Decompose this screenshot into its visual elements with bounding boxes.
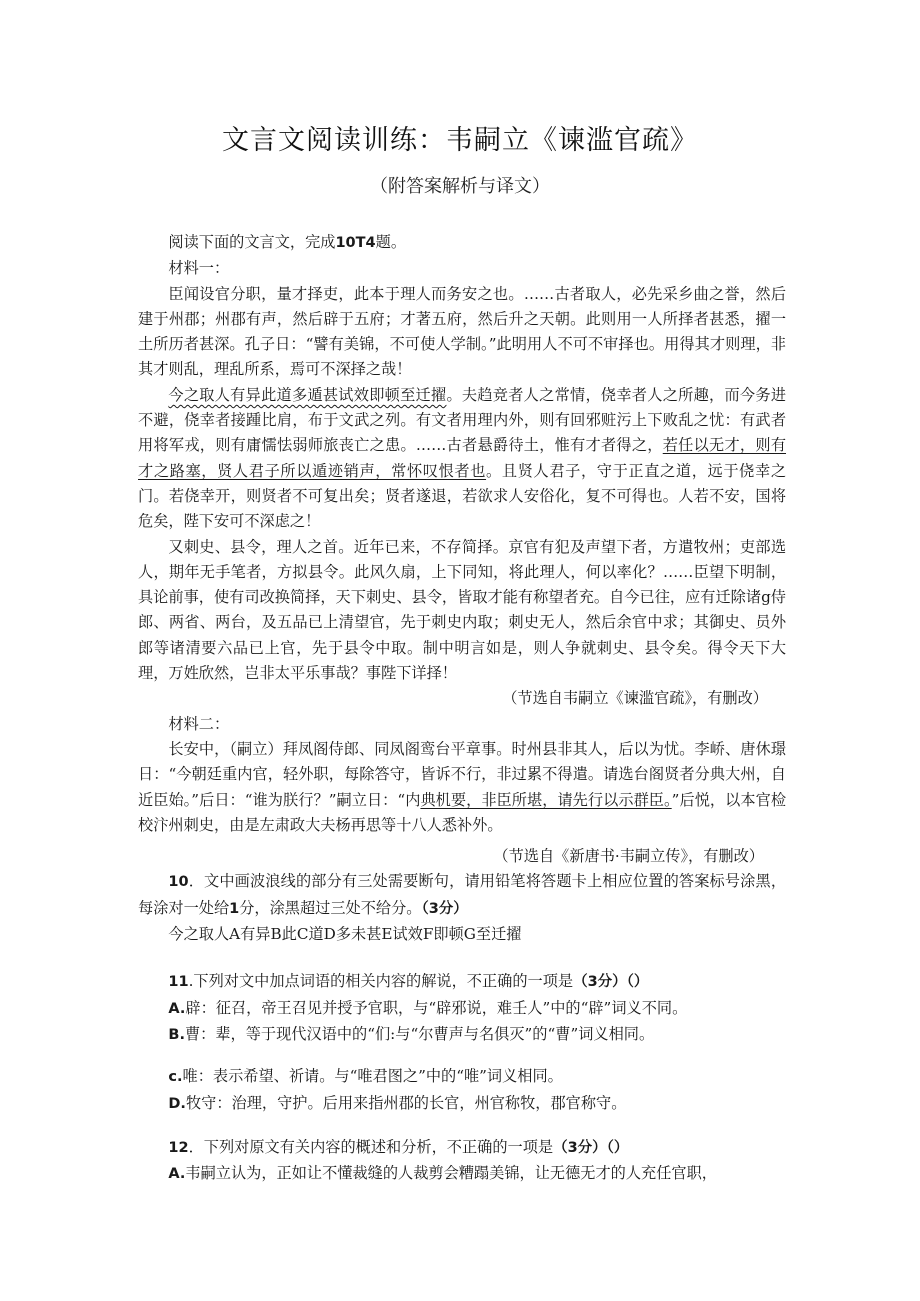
question-10 <box>138 869 786 922</box>
instruction-line <box>138 230 786 256</box>
material2-paragraph <box>138 737 786 838</box>
option-a-text: 辟：征召，帝王召见并授予官职，与“辟邪说，难壬人”中的“辟”词义不同。 <box>185 998 688 1017</box>
material2-underlined-sentence: 典机要，非臣所堪，请先行以示群臣。 <box>420 790 672 809</box>
option-d-label: D. <box>168 1095 186 1112</box>
wavy-underlined-sentence: 今之取人有异此道多遁甚试效即顿至迁擢 <box>168 385 447 404</box>
material2-text-b: ”后悦，以本官检校汴州刺史，由是左肃政大夫杨再思等十八人悉补外。 <box>138 790 787 834</box>
spacer <box>138 947 786 969</box>
material1-paragraph-2-text-a: 。夫趋竞者人之常情，侥幸者人之所趣，而今务进不避，侥幸者接踵比肩，布于文武之列。有文者用理内外，则有回邪赃污上下败乱之忧：有武者用将军戎，则有庸懦怯弱师旅丧亡之患。……古者悬爵待土，惟有才者得之， <box>138 385 787 455</box>
question-11-number: 11 <box>168 974 189 991</box>
question-10-points: 1 <box>229 900 240 917</box>
question-12-score: （3分）（） <box>553 1139 629 1156</box>
material2-source: （节选自《新唐书·韦嗣立传》，有删改） <box>493 847 764 866</box>
question-12-text: ．下列对原文有关内容的概述和分析，不正确的一项是 <box>188 1137 554 1156</box>
option-c-text: 唯：表示希望、祈请。与“唯君图之”中的“唯”词义相同。 <box>182 1067 563 1086</box>
material1-source: （节选自韦嗣立《谏滥官疏》，有删改） <box>502 689 768 708</box>
document-body <box>138 230 786 1187</box>
spacer <box>138 1117 786 1135</box>
spacer <box>138 1048 786 1064</box>
material1-paragraph-3: 又刺史、县令，理人之首。近年已来，不存简择。京官有犯及声望下者，方遣牧州；吏部选人，期年无手笔者，方拟县令。此风久扇，上下同知，将此理人，何以率化？……臣望下明制，具论前事，使有司改换简择，天下刺史、县令，皆取才能有称望者充。自今已往，应有迁除诸g侍郎、两省、两台，及五品已上清望官，先于刺史内取；刺史无人，然后余官中求；其御史、员外郎等诸清要六品已上官，先于县令中取。制中明言如是，则人争就刺史、县令矣。得令天下大理，万姓欣然，岂非太平乐事哉？事陛下详择！ <box>138 537 786 683</box>
question-12 <box>138 1135 786 1161</box>
question-10-number: 10 <box>168 874 189 891</box>
option-d-text: 牧守：治理，守护。后用来指州郡的长官，州官称牧，郡官称守。 <box>185 1093 627 1112</box>
material2-label: 材料二： <box>168 714 230 733</box>
underlined-sentence: 若任以无才，则有才之路塞，贤人君子所以遁迹销声，常怀叹恨者也 <box>138 436 787 480</box>
question-10-text-2: 分，涂黑超过三处不给分。 <box>239 898 422 917</box>
question-12-number: 12 <box>168 1139 189 1156</box>
material1-paragraph-2 <box>138 383 786 535</box>
instruction-text: 阅读下面的文言文，完成 <box>168 233 336 251</box>
question-12-option-a <box>138 1161 786 1187</box>
document-subtitle: （附答案解析与译文） <box>370 176 550 197</box>
option-b-text: 曹：辈，等于现代汉语中的“们:与“尔曹声与名俱灭”的“曹”词义相同。 <box>184 1024 655 1043</box>
question-11-score: （3分）（） <box>573 974 649 991</box>
question-10-options: 今之取人A有异B此C道D多未甚E试效F即顿G至迁擢 <box>168 925 522 944</box>
question-11-option-c <box>138 1064 786 1090</box>
document-title: 文言文阅读训练：韦嗣立《谏滥官疏》 <box>222 125 698 156</box>
material1-paragraph-2-text-b: 。且贤人君子，守于正直之道，远于侥幸之门。若侥幸开，则贤者不可复出矣；贤者遂退，若欲求人安俗化，复不可得也。人若不安，国将危矣，陛下安可不深虑之！ <box>138 461 786 531</box>
option-c-label: c. <box>168 1069 183 1086</box>
question-11-option-b <box>138 1022 786 1048</box>
material1-paragraph-1: 臣闻设官分职，量才择吏，此本于理人而务安之也。……古者取人，必先采乡曲之誉，然后建于州郡；州郡有声，然后辟于五府；才著五府，然后升之天朝。此则用一人所择者甚悉，擢一土所历者甚深。孔子日：“譬有美锦，不可使人学制。”此明用人不可不审择也。用得其才则理，非其才则乱，理乱所系，焉可不深择之哉！ <box>138 284 786 379</box>
question-11-option-d <box>138 1091 786 1117</box>
option-a-label: A. <box>168 1166 186 1183</box>
instruction-suffix: 题。 <box>375 233 406 251</box>
material2-text-a: 长安中，（嗣立）拜凤阁侍郎、同凤阁鸾台平章事。时州县非其人，后以为忧。李峤、唐休璟日：“今朝廷重内官，轻外职，每除答守，皆诉不行，非过累不得遣。请选台阁贤者分典大州，自近臣始。”后日：“谁为朕行？”嗣立日：“内 <box>138 739 786 809</box>
option-b-label: B. <box>168 1026 185 1043</box>
option-a-text: 韦嗣立认为，正如让不懂裁缝的人裁剪会糟蹋美锦，让无德无才的人充任官职， <box>185 1164 717 1183</box>
question-11-option-a <box>138 996 786 1022</box>
question-10-text: ．文中画波浪线的部分有三处需要断句，请用铅笔将答题卡上相应位置的答案标号涂黑，每涂对一处给 <box>138 872 786 917</box>
question-11 <box>138 969 786 995</box>
option-a-label: A. <box>168 1000 186 1017</box>
question-10-score: （3分） <box>421 900 468 917</box>
question-range: 10T4 <box>335 235 376 251</box>
material1-label: 材料一： <box>168 259 230 278</box>
question-11-text: .下列对文中加点词语的相关内容的解说，不正确的一项是 <box>188 972 574 991</box>
